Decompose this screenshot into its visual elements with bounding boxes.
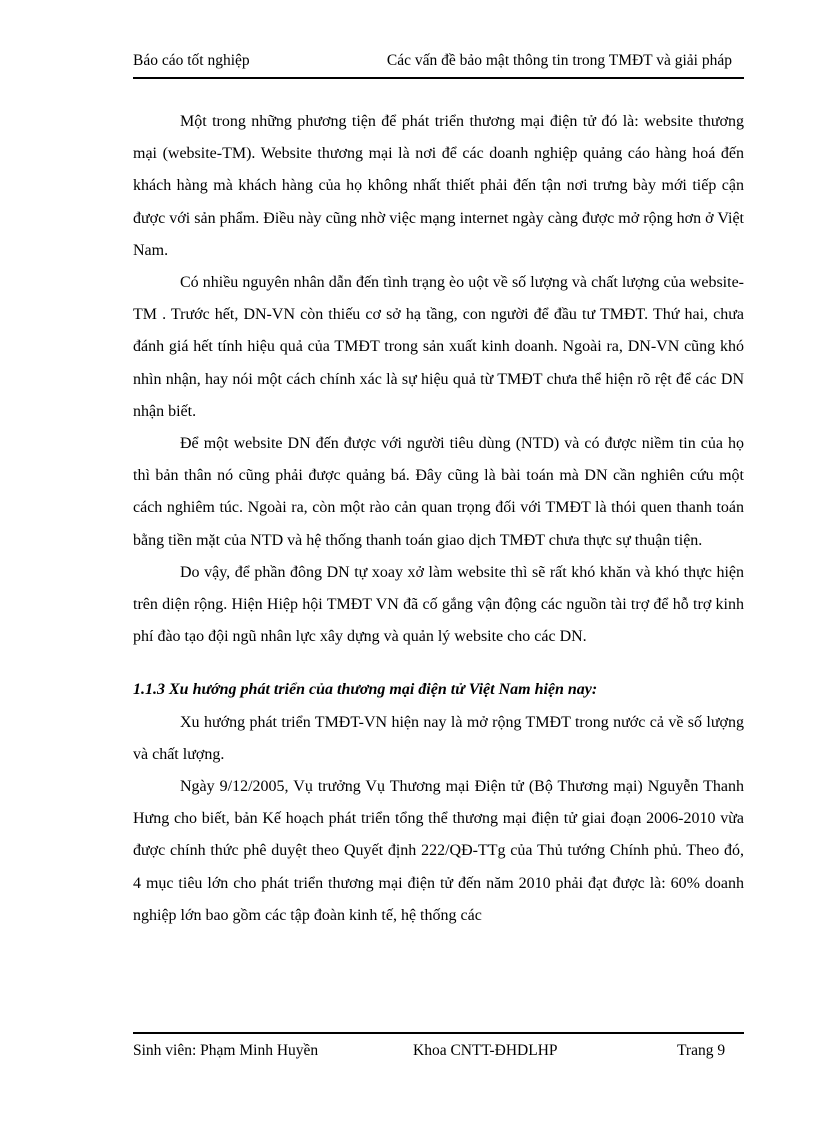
paragraph: Để một website DN đến được với người tiêu dùng (NTD) và có được niềm tin của họ thì bản thân nó cũng phải được quảng bá. Đây cũng là bài toán mà DN cần nghiên cứu một cách nghiêm túc. Ngoài ra, còn một rào cản quan trọng đối với TMĐT là thói quen thanh toán bằng tiền mặt của NTD và hệ thống thanh toán giao dịch TMĐT chưa thực sự thuận tiện. (133, 435, 744, 549)
paragraph: Xu hướng phát triển TMĐT-VN hiện nay là mở rộng TMĐT trong nước cả về số lượng và chất lượng. (133, 713, 744, 763)
paragraph: Có nhiều nguyên nhân dẫn đến tình trạng èo uột về số lượng và chất lượng của website-TM . Trước hết, DN-VN còn thiếu cơ sở hạ tầng, con người để đầu tư TMĐT. Thứ hai, chưa đánh giá hết tính hiệu quả của TMĐT trong sản xuất kinh doanh. Ngoài ra, DN-VN cũng khó nhìn nhận, hay nói một cách chính xác là sự hiệu quả từ TMĐT chưa thể hiện rõ rệt để các DN nhận biết. (133, 274, 744, 420)
section-heading: 1.1.3 Xu hướng phát triển của thương mại điện tử Việt Nam hiện nay: (133, 681, 598, 699)
header-document-title: Các vấn đề bảo mật thông tin trong TMĐT và giải pháp (386, 52, 732, 69)
page-number: Trang 9 (677, 1042, 726, 1059)
paragraph: Ngày 9/12/2005, Vụ trưởng Vụ Thương mại Điện tử (Bộ Thương mại) Nguyễn Thanh Hưng cho biết, bản Kế hoạch phát triển tổng thể thương mại điện tử giai đoạn 2006-2010 vừa được chính thức phê duyệt theo Quyết định 222/QĐ-TTg của Thủ tướng Chính phủ. Theo đó, 4 mục tiêu lớn cho phát triển thương mại điện tử đến năm 2010 phải đạt được là: 60% doanh nghiệp lớn bao gồm các tập đoàn kinh tế, hệ thống các (133, 778, 744, 924)
header-report-type: Báo cáo tốt nghiệp (133, 52, 250, 69)
header-rule (133, 77, 744, 79)
footer-rule (133, 1032, 744, 1034)
paragraph: Một trong những phương tiện để phát triển thương mại điện tử đó là: website thương mại (website-TM). Website thương mại là nơi để các doanh nghiệp quảng cáo hàng hoá đến khách hàng mà khách hàng của họ không nhất thiết phải đến tận nơi trưng bày mới tiếp cận được với sản phẩm. Điều này cũng nhờ việc mạng internet ngày càng được mở rộng hơn ở Việt Nam. (133, 113, 744, 259)
paragraph: Do vậy, để phần đông DN tự xoay xở làm website thì sẽ rất khó khăn và khó thực hiện trên diện rộng. Hiện Hiệp hội TMĐT VN đã cố gắng vận động các nguồn tài trợ để hỗ trợ kinh phí đào tạo đội ngũ nhân lực xây dựng và quản lý website cho các DN. (133, 563, 744, 646)
footer-student: Sinh viên: Phạm Minh Huyền (133, 1042, 319, 1059)
footer-faculty: Khoa CNTT-ĐHDLHP (413, 1042, 558, 1059)
document-body (133, 106, 744, 932)
